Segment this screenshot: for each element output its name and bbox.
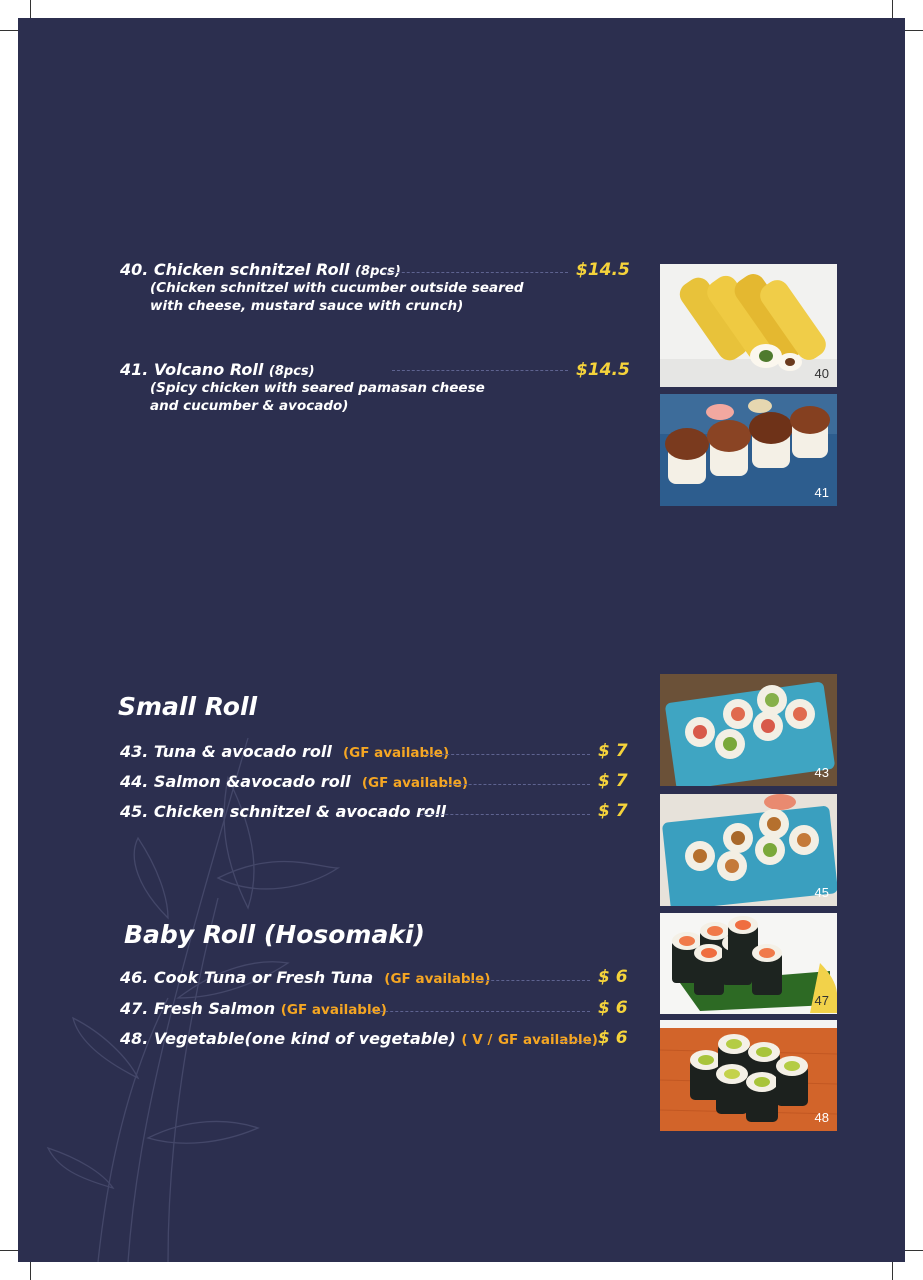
gf-tag: (GF available) <box>280 1002 387 1018</box>
item-description-line: and cucumber & avocado) <box>150 398 349 414</box>
item-name: 43. Tuna & avocado roll <box>120 742 332 761</box>
gf-tag: (GF available) <box>342 745 450 761</box>
photo-chicken-schnitzel-avocado-roll <box>660 794 837 906</box>
dotted-leader <box>382 272 568 273</box>
item-pieces: (8pcs) <box>268 364 315 379</box>
item-description-line: (Chicken schnitzel with cucumber outside seared <box>150 280 524 296</box>
item-description <box>120 279 524 315</box>
crop-mark <box>905 30 923 31</box>
photo-label: 45 <box>814 885 829 900</box>
item-price: $14.5 <box>576 360 630 380</box>
menu-item-44 <box>120 772 468 791</box>
item-price: $ 6 <box>598 1028 628 1048</box>
menu-item-40 <box>120 260 524 315</box>
photo-fresh-salmon-hosomaki <box>660 913 837 1014</box>
menu-item-46 <box>120 968 490 987</box>
dotted-leader <box>420 814 590 815</box>
section-title-small-roll: Small Roll <box>118 692 258 721</box>
menu-page <box>18 18 905 1262</box>
item-name: 40. Chicken schnitzel Roll <box>120 260 350 279</box>
dotted-leader <box>444 784 590 785</box>
crop-mark <box>892 1262 893 1280</box>
item-price: $ 7 <box>598 801 628 821</box>
item-price: $14.5 <box>576 260 630 280</box>
crop-mark <box>0 1250 18 1251</box>
dotted-leader <box>370 1011 590 1012</box>
item-name: 46. Cook Tuna or Fresh Tuna <box>120 968 374 987</box>
menu-item-41 <box>120 360 485 415</box>
item-description-line: (Spicy chicken with seared pamasan cheese <box>150 380 485 396</box>
vegetarian-tag: ( V / <box>461 1032 493 1048</box>
crop-mark <box>30 1262 31 1280</box>
photo-label: 43 <box>814 765 829 780</box>
menu-item-45 <box>120 802 446 821</box>
menu-item-47 <box>120 999 387 1018</box>
item-name: 44. Salmon &avocado roll <box>120 772 351 791</box>
gf-tag: (GF available) <box>384 971 491 987</box>
dotted-leader <box>426 754 590 755</box>
photo-chicken-schnitzel-roll <box>660 264 837 387</box>
photo-label: 41 <box>814 485 829 500</box>
photo-label: 40 <box>814 366 829 381</box>
menu-item-48 <box>120 1029 598 1048</box>
photo-vegetable-hosomaki <box>660 1020 837 1131</box>
menu-item-43 <box>120 742 449 761</box>
item-name: 47. Fresh Salmon <box>120 999 276 1018</box>
gf-tag: (GF available) <box>361 775 468 791</box>
dotted-leader <box>392 370 568 371</box>
crop-mark <box>892 0 893 18</box>
photo-volcano-roll <box>660 394 837 506</box>
dotted-leader <box>560 1041 590 1042</box>
crop-mark <box>30 0 31 18</box>
item-price: $ 6 <box>598 998 628 1018</box>
item-price: $ 7 <box>598 741 628 761</box>
photo-tuna-avocado-roll <box>660 674 837 786</box>
crop-mark <box>0 30 18 31</box>
item-name: 48. Vegetable(one kind of vegetable) <box>120 1029 456 1048</box>
dotted-leader <box>466 980 590 981</box>
gf-tag: GF available) <box>497 1032 598 1048</box>
item-description <box>120 379 485 415</box>
item-description-line: with cheese, mustard sauce with crunch) <box>150 298 464 314</box>
section-title-baby-roll: Baby Roll (Hosomaki) <box>124 920 425 949</box>
item-name: 45. Chicken schnitzel & avocado roll <box>120 802 446 821</box>
item-price: $ 6 <box>598 967 628 987</box>
photo-label: 48 <box>814 1110 829 1125</box>
photo-label: 47 <box>814 993 829 1008</box>
crop-mark <box>905 1250 923 1251</box>
item-name: 41. Volcano Roll <box>120 360 264 379</box>
item-price: $ 7 <box>598 771 628 791</box>
item-pieces: (8pcs) <box>355 264 401 279</box>
